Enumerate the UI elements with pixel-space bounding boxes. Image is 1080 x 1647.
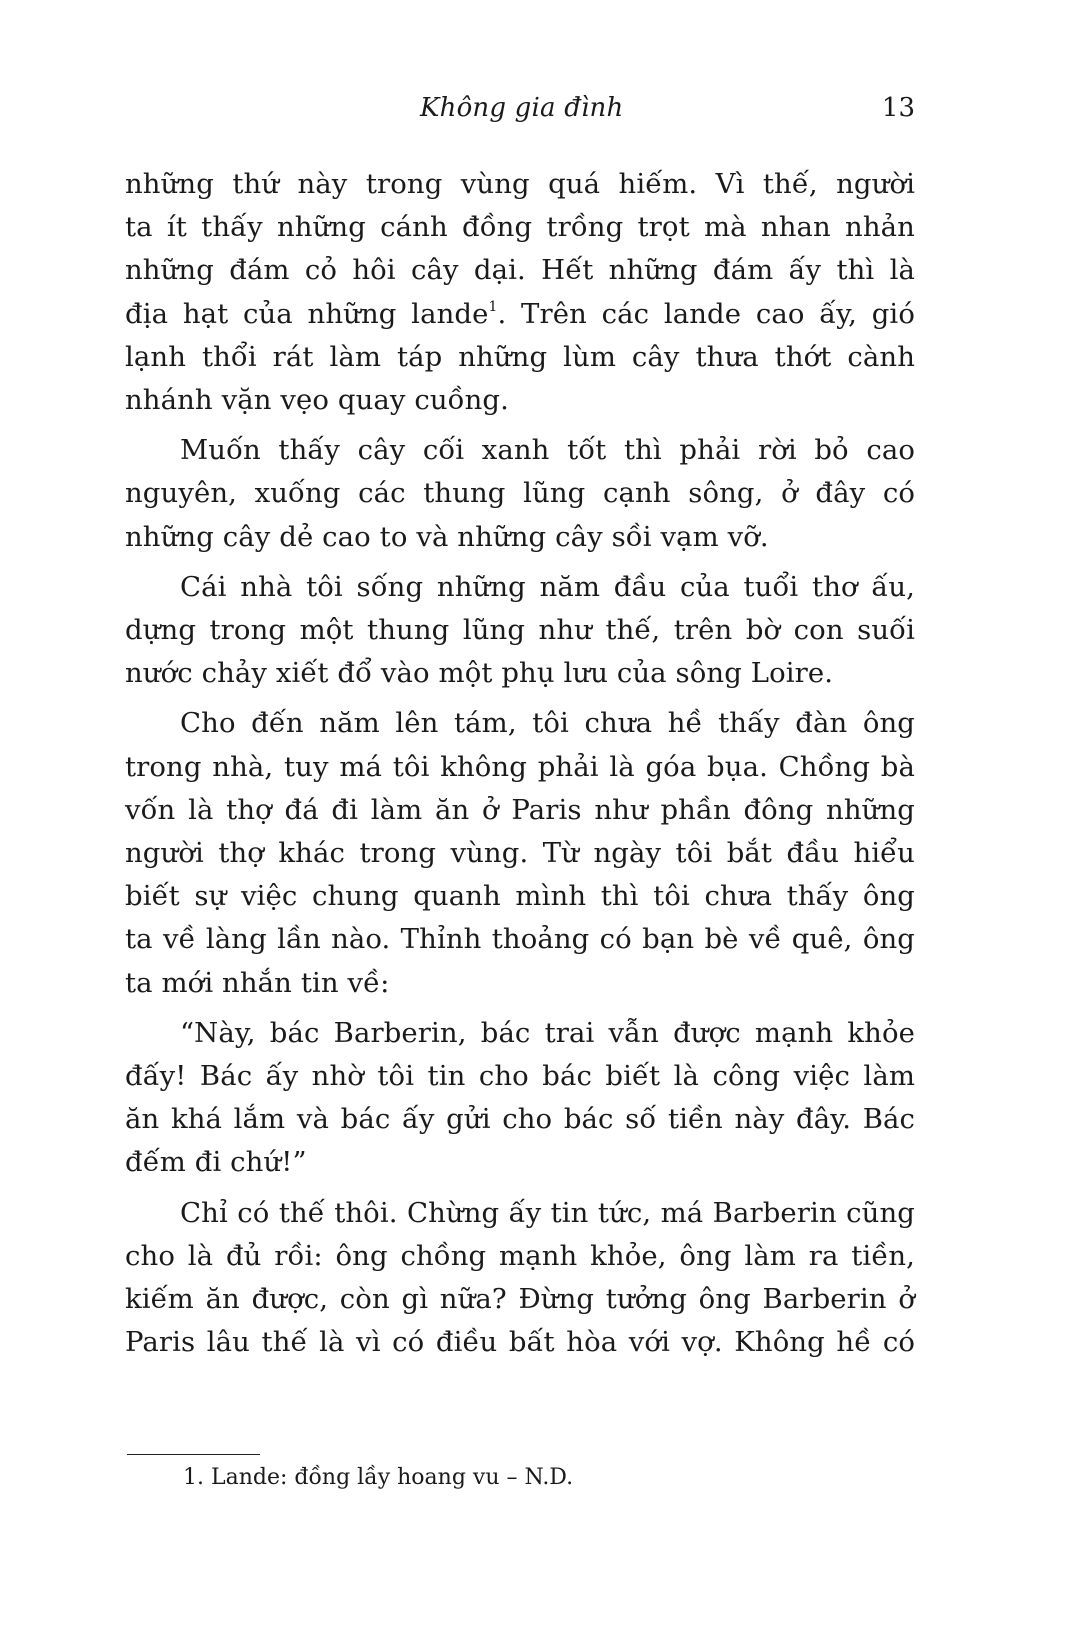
paragraph xyxy=(125,163,915,422)
text-line: cho là đủ rồi: ông chồng mạnh khỏe, ông làm ra tiền, xyxy=(125,1239,915,1272)
text-line: trong nhà, tuy má tôi không phải là góa bụa. Chồng bà xyxy=(125,750,915,783)
text-line: kiếm ăn được, còn gì nữa? Đừng tưởng ông Barberin ở xyxy=(125,1283,915,1316)
text-line xyxy=(125,293,915,336)
paragraph xyxy=(125,566,915,696)
text-line: “Này, bác Barberin, bác trai vẫn được mạnh khỏe xyxy=(180,1016,915,1049)
body-text xyxy=(125,163,915,1371)
text-segment: . Trên các lande cao ấy, gió xyxy=(497,297,915,330)
page-number: 13 xyxy=(881,93,915,123)
text-line: ta về làng lần nào. Thỉnh thoảng có bạn bè về quê, ông xyxy=(125,923,915,956)
paragraph xyxy=(125,702,915,1004)
text-segment: địa hạt của những lande xyxy=(125,297,489,330)
paragraph xyxy=(125,429,915,559)
text-line: đếm đi chứ!” xyxy=(125,1146,307,1179)
text-line: Cái nhà tôi sống những năm đầu của tuổi thơ ấu, xyxy=(180,570,915,603)
paragraph xyxy=(125,1192,915,1365)
text-line: những thứ này trong vùng quá hiếm. Vì thế, người xyxy=(125,168,915,200)
text-line: Chỉ có thế thôi. Chừng ấy tin tức, má Barberin cũng xyxy=(180,1196,915,1229)
quote-paragraph xyxy=(125,1012,915,1185)
text-line: Cho đến năm lên tám, tôi chưa hề thấy đàn ông xyxy=(180,707,915,740)
text-line: ta mới nhắn tin về: xyxy=(125,966,390,999)
footnote-divider xyxy=(127,1454,260,1455)
text-line: người thợ khác trong vùng. Từ ngày tôi bắt đầu hiểu xyxy=(125,837,915,870)
text-line: biết sự việc chung quanh mình thì tôi chưa thấy ông xyxy=(125,880,915,913)
text-line: nước chảy xiết đổ vào một phụ lưu của sông Loire. xyxy=(125,657,834,690)
text-line: Paris lâu thế là vì có điều bất hòa với vợ. Không hề có xyxy=(125,1326,915,1359)
text-line: đấy! Bác ấy nhờ tôi tin cho bác biết là công việc làm xyxy=(125,1060,915,1093)
text-line: ta ít thấy những cánh đồng trồng trọt mà nhan nhản xyxy=(125,211,915,244)
running-header xyxy=(125,88,915,128)
footnote-reference[interactable]: 1 xyxy=(488,298,498,315)
running-title: Không gia đình xyxy=(420,93,624,123)
text-line: Muốn thấy cây cối xanh tốt thì phải rời bỏ cao xyxy=(180,434,915,467)
text-line: những cây dẻ cao to và những cây sồi vạm vỡ. xyxy=(125,520,769,553)
footnote: 1. Lande: đồng lầy hoang vu – N.D. xyxy=(183,1465,574,1490)
text-line: những đám cỏ hôi cây dại. Hết những đám ấy thì là xyxy=(125,254,915,287)
text-line: ăn khá lắm và bác ấy gửi cho bác số tiền này đây. Bác xyxy=(125,1103,915,1136)
text-line: vốn là thợ đá đi làm ăn ở Paris như phần đông những xyxy=(125,793,915,826)
text-line: lạnh thổi rát làm táp những lùm cây thưa thớt cành xyxy=(125,340,915,373)
text-line: nhánh vặn vẹo quay cuồng. xyxy=(125,384,509,417)
text-line: nguyên, xuống các thung lũng cạnh sông, ở đây có xyxy=(125,477,915,510)
text-line: dựng trong một thung lũng như thế, trên bờ con suối xyxy=(125,614,915,647)
